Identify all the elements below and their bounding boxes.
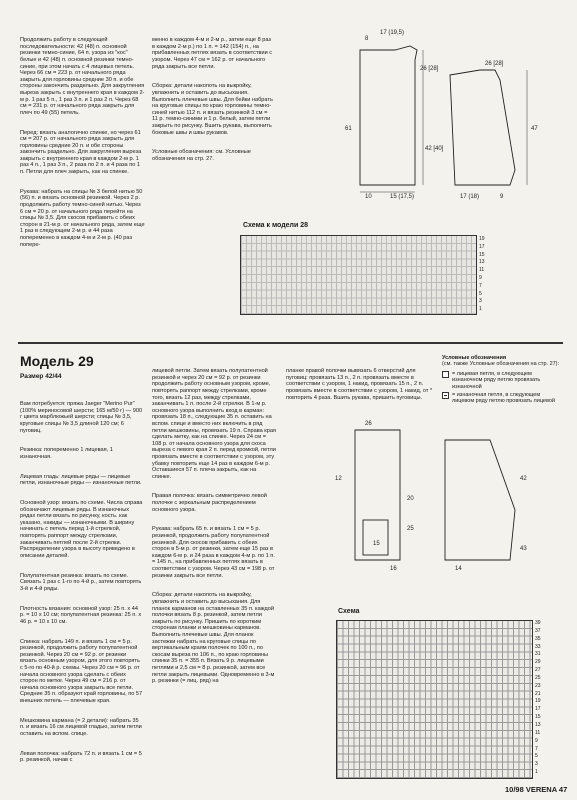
dim-d: 61	[345, 126, 352, 132]
schema29-row: 5	[535, 753, 538, 760]
schema29-row: 35	[535, 635, 541, 642]
schema29-row: 7	[535, 745, 538, 752]
m29-c1-para: Лицевая гладь: лицевые ряды — лицевые петли, изнаночные ряды — изнаночные петли.	[20, 473, 142, 487]
m29-c2-para: Сборка: детали накопоть на выкройку, увлажнить и оставить до высыхания. Для планок карманов на оставленных 35 п. каждой полочки вязать 8 р. резинкой, затем петли закрыть по рисунку. Пришить по коротким сторонам планки и мешковины карманов. Выполнить плечевые швы. Для планок застежки набрать на круговые спицы по вертикальным краям полочек по 100 п., по скосам выреза по 106 п., по краю горловины спинки 35 п. = 355 п. Вязать 9 р. лицевыми петлями и 2,5 см = 8 р. резинкой, затем все петли закрыть лицевыми. Одновременно в 3-м р. резинки (= лиц. ряд) на	[152, 592, 276, 685]
m29-column-2	[152, 355, 276, 788]
m29-c1-para: Основной узор: вязать по схеме. Числа справа обозначают лицевые ряды. В изнаночных рядах петли вязать по рисунку, кость. как указано, накиды — изнаночными. В ширину начинать с петель перед 1-й стрелкой, повторять раппорт между стрелками, заканчивать петлей после 2-й стрелки. Распределение узора в высоту приведено в описании деталей.	[20, 500, 144, 559]
top-mid-para-3: Условные обозначения: см. Условные обозначения на стр. 27.	[152, 149, 253, 162]
schema29-row: 25	[535, 674, 541, 681]
schema29-row: 15	[535, 714, 541, 721]
schema28-title: Схема к модели 28	[243, 222, 309, 229]
schema29-row: 21	[535, 690, 541, 697]
schema29-row: 1	[535, 769, 538, 776]
dim-i: 47	[531, 126, 538, 132]
dim-a: 8	[365, 36, 369, 42]
m29-column-1	[20, 388, 143, 788]
legend-item-purl: = изнаночная петля, в следующем лицевом ряду петлю провязать лицевой	[442, 392, 562, 405]
pattern-diagram-bottom	[315, 420, 565, 590]
schema28-row: 7	[479, 282, 482, 289]
schema29-row: 23	[535, 682, 541, 689]
dim-k: 9	[500, 194, 504, 200]
top-mid-column	[152, 24, 274, 199]
dim-b: 17 (19,5)	[380, 30, 405, 36]
schema29-row: 3	[535, 761, 538, 768]
dim-g: 15 (17,5)	[390, 194, 415, 200]
top-mid-para-1: менно в каждом 4-м и 2-м р., затем еще 8 раз в каждом 2-м р.) по 1 п. = 142 (154) п., на прибавленных петлях вязать в соответствии с узором. Через 47 см = 162 р. от начального ряда закрыть все петли.	[152, 37, 274, 70]
m29-c1-para: Резинка: попеременно 1 лицевая, 1 изнаночная.	[20, 447, 115, 460]
legend-title: Условные обозначения	[442, 355, 507, 361]
m29-column-3	[286, 355, 436, 415]
schema29-grid	[336, 620, 533, 779]
schema28-row: 9	[479, 274, 482, 281]
dim-e: 42 [40]	[425, 146, 444, 152]
dim-c: 26 [28]	[420, 66, 439, 72]
dim-h: 42	[520, 476, 527, 482]
schema29-title: Схема	[338, 608, 360, 615]
top-left-para-1: Продолжить работу в следующей последовательности: 42 (48) п. основной резинки темно-синие, 64 п. узора из "кос" белые и 42 (48) п. основной резинки темно-синие, при этом начать с 4 лицевых петель. Через 66 см = 223 р. от начального ряда закрыть для горловины средние 30 п. и обе стороны закончить раздельно. Для закругления выреза закрыть с внутреннего края в каждом 2-м р. 1 раз 5 п., 1 раз 3 п. и 1 раз 2 п. Через 68 см = 231 р. от начального ряда закрыть для плеч по 49 (55) петель.	[20, 37, 146, 116]
m29-c2-para: лицевой петли. Затем вязать полупатентной резинкой и через 20 см = 92 р. от резинки продолжить работу основным узором, кроме, повторять раппорт между стрелками, кроме того, вязать 12 раз, между стрелками, заканчивать 1 п. после 2-й стрелки. В 1-м р. основного узора выполнить вход в карман: провязать 18 п., следующие 35 п. оставить на вспом. спице и вместо них включить в ряд петли мешковины, провязать 19 п. Справа края сделать метку, как на спинке. Через 24 см = 108 р. от начала основного узора для скоса выреза с левого края 2 п. перед кромкой, петли провязать вместе в соответствии с узором, эту убавку повторить еще 14 раз в каждом 6-м р. Оставшиеся 57 п. плеча закрыть, как на спинке.	[152, 368, 278, 480]
model-title: Модель 29	[20, 353, 94, 369]
schema28-row: 1	[479, 306, 482, 313]
m29-c3-para: планке правой полочки вывязать 6 отверстий для пуговиц: провязать 13 п., 2 п. провязать вместе в соответствии с узором, 1 накид, провязать 15 п., 2 п. провязать вместе в соответствии с узором, 1 накид, от * повторить 4 раза. Вшить рукава, пришить пуговицы.	[286, 368, 434, 401]
dim-j: 17 (18)	[460, 194, 480, 200]
schema29-row: 37	[535, 627, 541, 634]
dim-f: 12	[335, 476, 342, 482]
schema29-row: 13	[535, 721, 541, 728]
dim-i: 43	[520, 546, 527, 552]
schema29-row-numbers	[535, 620, 541, 777]
schema28-row: 17	[479, 243, 485, 250]
m29-c2-para: Правая полочка: вязать симметрично левой полочке с зеркальным распределением основного узора.	[152, 493, 269, 513]
m29-c1-para: Спинка: набрать 149 п. и вязать 1 см = 5 р. резинкой, продолжить работу полупатентной резинкой. Через 20 см = 92 р. от резинки вязать основным узором, для этого повторять с 5-го по 40-й р. схемы. Через 20 см = 96 р. от начала основного узора сделать с обеих сторон по метке. Через 49 см = 216 р. от начала основного узора закрыть все петли. Средние 35 п. образуют край горловины, по 57 внешних петель — плечевые края.	[20, 638, 144, 704]
model-size: Размер 42/44	[20, 373, 62, 380]
purl-stitch-icon	[442, 392, 449, 399]
m29-c1-para: Полупатентная резинка: вязать по схеме. Связать 1 раз с 1-го по 4-й р., затем повторять 3-й и 4-й ряды.	[20, 572, 143, 592]
schema29-row: 17	[535, 706, 541, 713]
schema29-row: 27	[535, 667, 541, 674]
m29-c1-para: Плотность вязания: основной узор: 25 п. х 44 р. = 10 х 10 см; полупатентная резинка: 25 п. х 46 р. = 10 х 10 см.	[20, 605, 143, 625]
schema28-row: 11	[479, 267, 485, 274]
pattern-diagram-top	[335, 20, 565, 200]
schema28-row: 15	[479, 251, 485, 258]
knit-stitch-icon	[442, 371, 449, 378]
top-mid-para-2: Сборка: детали накопоть на выкройку, увлажнить и оставить до высыхания. Выполнить плечевые швы. Для бейки набрать на круговые спицы по краю горловины темно-синей нитью 112 п. и вязать резинкой 3 см = 11 р. темно-синими и 1 р. белый, затем петли закрыть по рисунку. Вшить рукава, выполнить боковые швы и швы рукавов.	[152, 83, 275, 136]
legend	[442, 355, 562, 407]
m29-c1-para: Левая полочка: набрать 72 п. и вязать 1 см = 5 р. резинкой, начав с	[20, 750, 144, 764]
schema28-row: 3	[479, 298, 482, 305]
top-left-column	[20, 24, 145, 319]
dim-d: 16	[390, 566, 397, 572]
legend-item-knit: = лицевая петля, в следующем изнаночном ряду петлю провязать изнаночной	[442, 371, 562, 390]
dim-h: 26 [28]	[485, 61, 504, 67]
dim-f: 10	[365, 194, 372, 200]
section-divider	[18, 342, 563, 344]
dim-c: 15	[373, 541, 380, 547]
m29-c1-para: Мешковина кармана (= 2 детали): набрать 35 п. и вязать 16 см лицевой гладью, затем петли оставить на вспом. спице.	[20, 717, 144, 737]
schema28-row-numbers	[479, 236, 485, 314]
schema28-row: 13	[479, 259, 485, 266]
schema28-row: 5	[479, 290, 482, 297]
sleeve-piece-outline-29	[445, 440, 515, 560]
schema28-grid	[240, 235, 477, 315]
schema29-row: 29	[535, 659, 541, 666]
schema29-row: 19	[535, 698, 541, 705]
schema29-row: 33	[535, 643, 541, 650]
legend-note: (см. также Условные обозначения на стр. 27):	[442, 361, 560, 368]
schema29-row: 9	[535, 737, 538, 744]
dim-g: 14	[455, 566, 462, 572]
m29-c2-para: Рукава: набрать 65 п. и вязать 1 см = 5 р. резинкой, продолжить работу полупатентной резинкой. Для скосов прибавить с обеих сторон в 5-м р. от резинки, затем еще 15 раз в каждом 6-м р. и 24 раза в каждом 4-м р. по 1 п. = 145 п., на прибавленных петлях вязать в соответствии с узором. Через 43 см = 198 р. от резинки закрыть все петли.	[152, 526, 277, 579]
dim-e: 26	[365, 421, 372, 427]
sleeve-piece-outline	[450, 70, 515, 185]
top-left-para-3: Рукава: набрать на спицы № 3 белой нитью 50 (56) п. и вязать основной резинкой. Через 2 р. продолжить работу темно-синей нитью. Через 6 см = 20 р. от начального ряда перейти на спицы № 3,5. Для скосов прибавить с обеих сторон в 21-м р. от начального ряда, затем еще 1 раз в следующем 2-м р. и 44 раза попеременно в каждом 4-м и 2-м р. (40 раз попере-	[20, 188, 147, 248]
dim-a: 20	[407, 496, 414, 502]
page-footer: 10/98 VERENA 47	[505, 785, 568, 794]
schema29-row: 11	[535, 729, 541, 736]
top-left-para-2: Перед: вязать аналогично спинке, но через 61 см = 207 р. от начального ряда закрыть для горловины средние 20 п. и обе стороны закончить раздельно. Для закругления выреза закрыть с внутреннего края в каждом 2-м р. 1 раз 4 п., 1 раз 3 п., 2 раза по 2 п. и 4 раза по 1 п. Петли для плеч закрыть, как на спинке.	[20, 129, 143, 176]
m29-c1-para: Вам потребуется: пряжа Jaeger "Merino Pur" (100% мериносовой шерсти; 165 м/50 г) — 900 г цвета марблюжьей шерсти; спицы № 3,5, круговые спицы № 3,5 длиной 120 см; 6 пуговиц.	[20, 401, 144, 434]
back-piece-outline	[360, 46, 417, 185]
schema29-row: 31	[535, 651, 541, 658]
schema28-row: 19	[479, 236, 485, 242]
schema29-row: 39	[535, 620, 541, 626]
pocket-outline	[363, 520, 388, 555]
dim-b: 25	[407, 526, 414, 532]
